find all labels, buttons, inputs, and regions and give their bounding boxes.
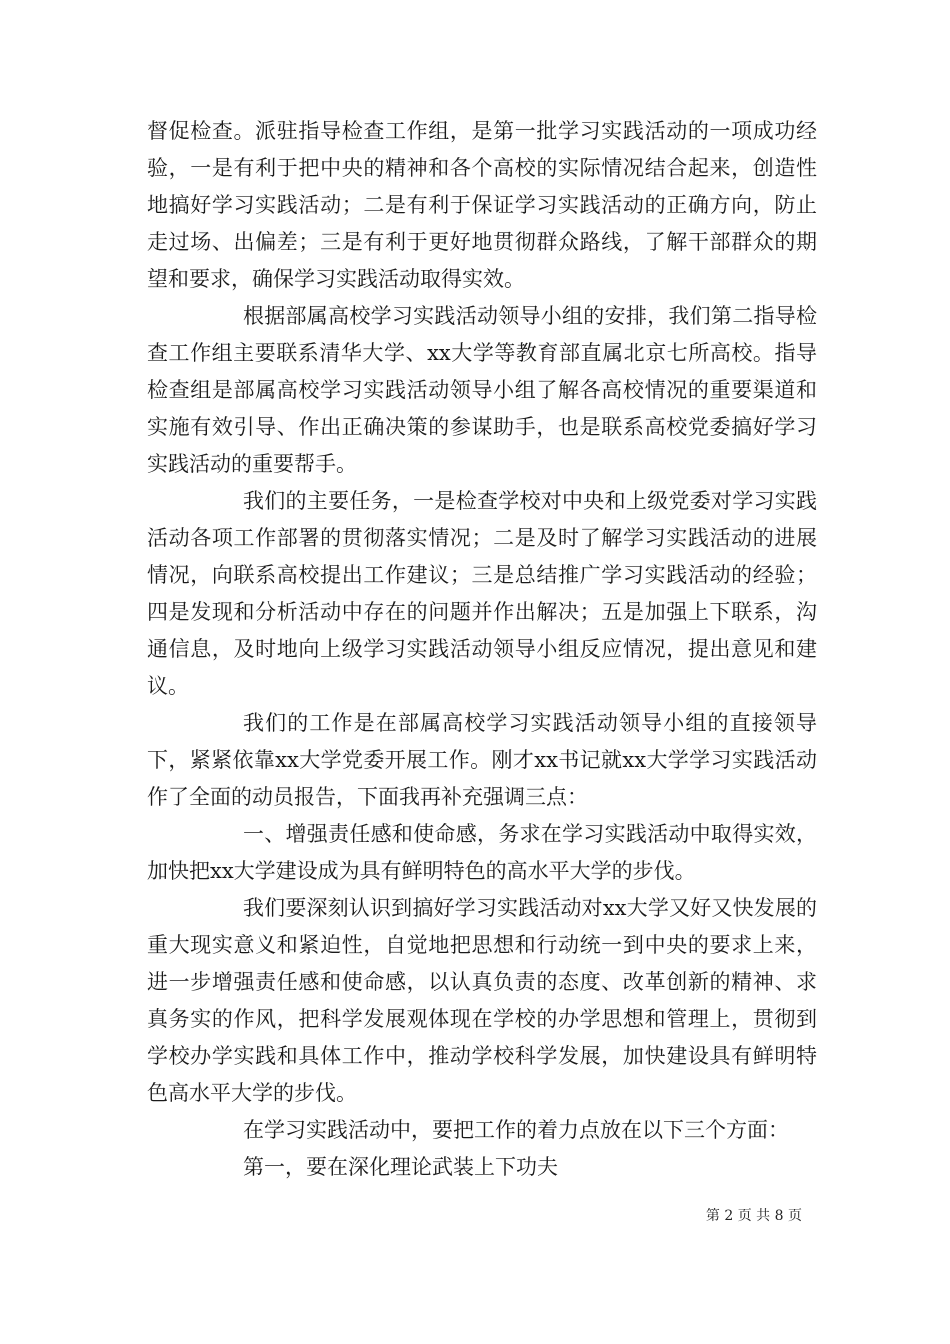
subheading-first: 第一，要在深化理论武装上下功夫 bbox=[243, 1155, 558, 1179]
page-number-footer: 第 2 页 共 8 页 bbox=[705, 1208, 802, 1224]
paragraph-main-tasks: 我们的主要任务，一是检查学校对中央和上级党委对学习实践活动各项工作部署的贯彻落实情况；二是及时了解学习实践活动的进展情况，向联系高校提出工作建议；三是总结推广学习实践活动的经验；四是发现和分析活动中存在的问题并作出解决；五是加强上下联系，沟通信息，及时地向上级学习实践活动领导小组反应情况，提出意见和建议。 bbox=[147, 489, 817, 698]
paragraph-arrangement: 根据部属高校学习实践活动领导小组的安排，我们第二指导检查工作组主要联系清华大学、xx大学等教育部直属北京七所高校。指导检查组是部属高校学习实践活动领导小组了解各高校情况的重要渠道和实施有效引导、作出正确决策的参谋助手，也是联系高校党委搞好学习实践活动的重要帮手。 bbox=[147, 304, 817, 476]
document-body bbox=[147, 113, 817, 1186]
paragraph-supervision: 督促检查。派驻指导检查工作组，是第一批学习实践活动的一项成功经验，一是有利于把中央的精神和各个高校的实际情况结合起来，创造性地搞好学习实践活动；二是有利于保证学习实践活动的正确方向，防止走过场、出偏差；三是有利于更好地贯彻群众路线，了解干部群众的期望和要求，确保学习实践活动取得实效。 bbox=[147, 119, 817, 291]
section-heading-one: 一、增强责任感和使命感，务求在学习实践活动中取得实效，加快把xx大学建设成为具有鲜明特色的高水平大学的步伐。 bbox=[147, 822, 817, 883]
paragraph-focus-points: 在学习实践活动中，要把工作的着力点放在以下三个方面： bbox=[243, 1118, 789, 1142]
paragraph-awareness: 我们要深刻认识到搞好学习实践活动对xx大学又好又快发展的重大现实意义和紧迫性，自觉地把思想和行动统一到中央的要求上来，进一步增强责任感和使命感，以认真负责的态度、改革创新的精神、求真务实的作风，把科学发展观体现在学校的办学思想和管理上，贯彻到学校办学实践和具体工作中，推动学校科学发展，加快建设具有鲜明特色高水平大学的步伐。 bbox=[147, 896, 817, 1105]
paragraph-work-basis: 我们的工作是在部属高校学习实践活动领导小组的直接领导下，紧紧依靠xx大学党委开展工作。刚才xx书记就xx大学学习实践活动作了全面的动员报告，下面我再补充强调三点： bbox=[147, 711, 817, 809]
